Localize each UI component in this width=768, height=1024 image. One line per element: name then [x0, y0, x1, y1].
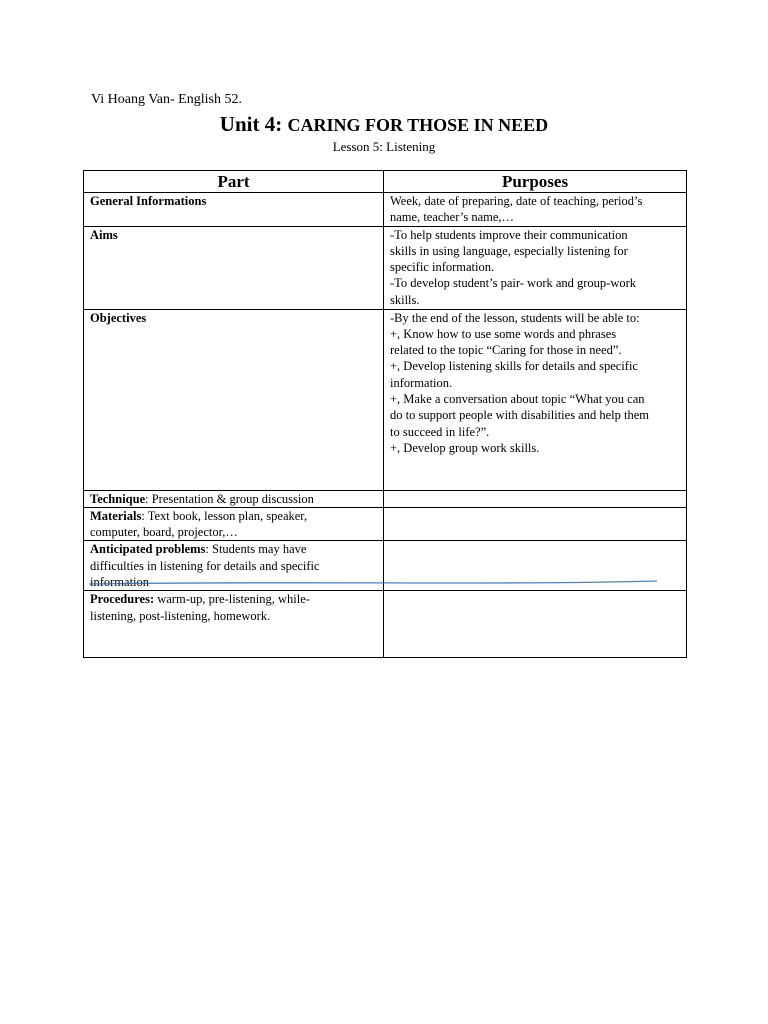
aims-label [84, 226, 384, 309]
objectives-line: to succeed in life?”. [390, 424, 490, 439]
materials-text-line: computer, board, projector,… [90, 525, 238, 540]
lesson-subtitle: Lesson 5: Listening [332, 139, 436, 154]
objectives-line: +, Know how to use some words and phrases [390, 326, 617, 341]
row-technique [84, 490, 687, 507]
aims-line: -To develop student’s pair- work and group-work [390, 276, 637, 291]
technique-text: : Presentation & group discussion [145, 491, 314, 506]
technique-cell [84, 490, 384, 507]
objectives-line: related to the topic “Caring for those in need”. [390, 343, 622, 358]
row-general [84, 193, 687, 227]
procedures-label: Procedures: [90, 592, 155, 607]
procedures-cell [84, 591, 384, 658]
unit-topic: CARING FOR THOSE IN NEED [287, 115, 549, 135]
anticipated-text-line: difficulties in listening for details and specific [90, 558, 320, 573]
anticipated-label: Anticipated problems [90, 542, 206, 557]
objectives-label [84, 309, 384, 490]
aims-line: specific information. [390, 260, 495, 275]
objectives-line: +, Make a conversation about topic “What you can [390, 392, 645, 407]
procedures-text: warm-up, pre-listening, while- [154, 592, 310, 607]
general-purpose [384, 193, 687, 227]
row-aims [84, 226, 687, 309]
anticipated-text: : Students may have [205, 542, 307, 557]
objectives-line: -By the end of the lesson, students will be able to: [390, 310, 640, 325]
materials-text: : Text book, lesson plan, speaker, [141, 508, 308, 523]
header-part: Part [84, 171, 384, 193]
aims-purpose [384, 226, 687, 309]
materials-label: Materials [90, 508, 142, 523]
objectives-line: +, Develop listening skills for details and specific [390, 359, 638, 374]
general-label [84, 193, 384, 227]
procedures-empty [384, 591, 687, 658]
row-materials [84, 507, 687, 541]
pen-stroke-mark [89, 579, 657, 587]
anticipated-text-line: information [90, 575, 150, 590]
aims-label-text: Aims [90, 227, 118, 242]
technique-label: Technique [90, 491, 146, 506]
materials-cell [84, 507, 384, 541]
unit-title [0, 112, 768, 137]
aims-line: skills. [390, 292, 420, 307]
general-label-text: General Informations [90, 194, 207, 208]
objectives-line: do to support people with disabilities and help them [390, 408, 649, 423]
general-purpose-line: Week, date of preparing, date of teaching, period’s [390, 194, 643, 208]
row-objectives [84, 309, 687, 490]
author-line: Vi Hoang Van- English 52. [91, 92, 242, 107]
aims-line: skills in using language, especially listening for [390, 243, 628, 258]
objectives-line: +, Develop group work skills. [390, 440, 540, 455]
technique-empty [384, 490, 687, 507]
objectives-label-text: Objectives [90, 310, 147, 325]
materials-empty [384, 507, 687, 541]
general-purpose-line: name, teacher’s name,… [390, 210, 515, 225]
table-header-row [84, 171, 687, 193]
objectives-purpose [384, 309, 687, 490]
unit-number: Unit 4: [219, 112, 283, 136]
aims-line: -To help students improve their communication [390, 227, 628, 242]
procedures-text-line: listening, post-listening, homework. [90, 608, 271, 623]
header-purposes: Purposes [384, 171, 687, 193]
objectives-line: information. [390, 375, 453, 390]
row-procedures [84, 591, 687, 658]
